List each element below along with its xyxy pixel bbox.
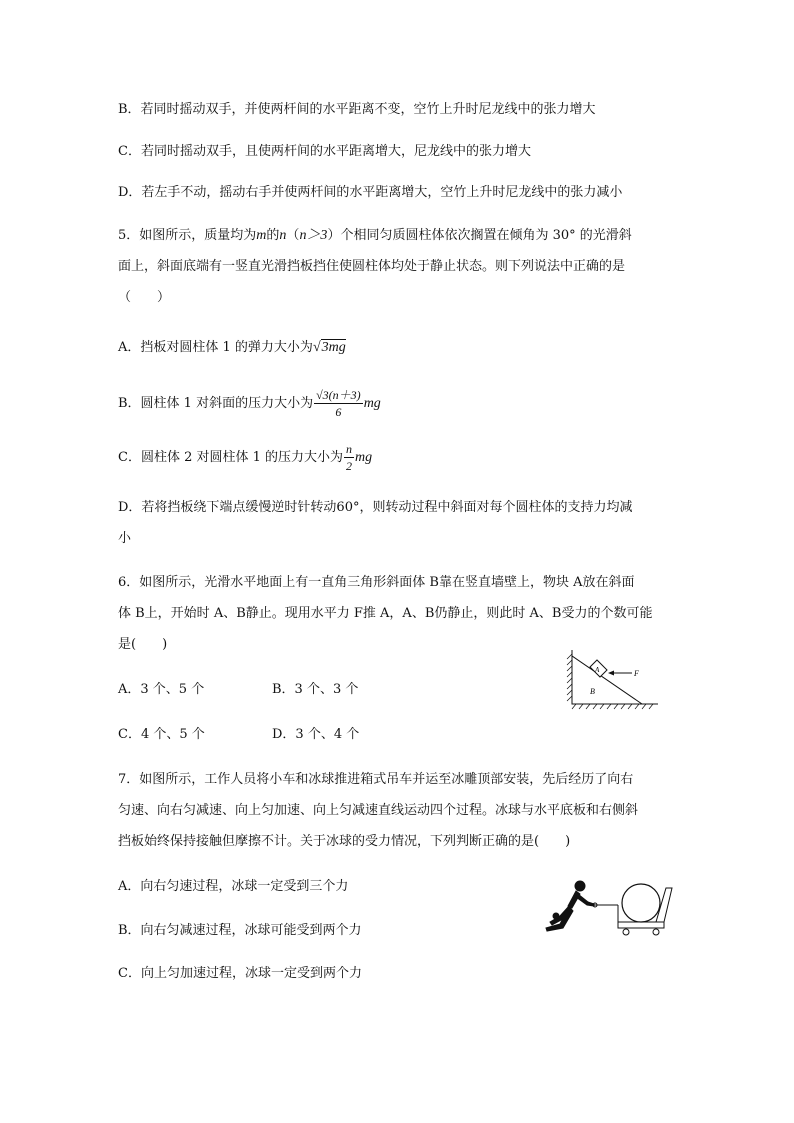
q7-stem-line1: 7．如图所示，工作人员将小车和冰球推进箱式吊车并运至冰雕顶部安装，先后经历了向右 bbox=[118, 772, 634, 787]
q6-stem-line3: 是( ) bbox=[118, 637, 168, 652]
q4-option-d: D．若左手不动，摇动右手并使两杆间的水平距离增大，空竹上升时尼龙线中的张力减小 bbox=[118, 185, 623, 200]
q5-option-d-line1: D．若将挡板绕下端点缓慢逆时针转动60°，则转动过程中斜面对每个圆柱体的支持力均减 bbox=[118, 500, 633, 515]
q6-option-a: A．3 个、5 个 bbox=[118, 682, 205, 697]
q7-stem-line3: 挡板始终保持接触但摩擦不计。关于冰球的受力情况，下列判断正确的是( ) bbox=[118, 834, 571, 849]
label-b: B bbox=[590, 687, 595, 696]
label-f: F bbox=[634, 669, 639, 678]
q4-option-c: C．若同时摇动双手，且使两杆间的水平距离增大，尼龙线中的张力增大 bbox=[118, 144, 531, 159]
q5-stem-line3: （ ） bbox=[118, 290, 171, 305]
q7-cart-figure bbox=[538, 872, 678, 938]
q6-stem-line2: 体 B上，开始时 A、B静止。现用水平力 F推 A，A、B仍静止，则此时 A、B受力的个数可能 bbox=[118, 606, 653, 621]
q6-stem-line1: 6．如图所示，光滑水平地面上有一直角三角形斜面体 B靠在竖直墙壁上，物块 A放在斜面 bbox=[118, 575, 635, 590]
person-pushing-icon bbox=[546, 881, 594, 931]
q5-stem-line1: 5．如图所示，质量均为m的n（n＞3）个相同匀质圆柱体依次搁置在倾角为 30° 的光滑斜 bbox=[118, 228, 632, 243]
q7-option-a: A．向右匀速过程，冰球一定受到三个力 bbox=[118, 879, 349, 894]
fraction: $\frac{n}{2}$ bbox=[346, 442, 353, 473]
q5-option-d-line2: 小 bbox=[118, 531, 132, 546]
q5-option-b: B．圆柱体 1 对斜面的压力大小为 $\frac{√3(n+3)}{6}$ mg bbox=[118, 388, 381, 419]
q6-option-c: C．4 个、5 个 bbox=[118, 727, 205, 742]
q7-stem-line2: 匀速、向右匀减速、向上匀加速、向上匀减速直线运动四个过程。冰球与水平底板和右侧斜 bbox=[118, 803, 639, 818]
q6-incline-figure bbox=[560, 648, 664, 710]
var-m: m bbox=[256, 228, 267, 243]
var-n: n bbox=[279, 228, 287, 243]
q7-option-b: B．向右匀减速过程，冰球可能受到两个力 bbox=[118, 923, 362, 938]
q6-option-b: B．3 个、3 个 bbox=[272, 682, 359, 697]
q5-option-c: C．圆柱体 2 对圆柱体 1 的压力大小为 $\frac{n}{2}$ mg bbox=[118, 442, 373, 473]
sqrt-expression: 3mg bbox=[321, 340, 346, 355]
q4-option-b: B．若同时摇动双手，并使两杆间的水平距离不变，空竹上升时尼龙线中的张力增大 bbox=[118, 102, 596, 117]
q5-stem-line2: 面上，斜面底端有一竖直光滑挡板挡住使圆柱体均处于静止状态。则下列说法中正确的是 bbox=[118, 259, 626, 274]
q6-option-d: D．3 个、4 个 bbox=[272, 727, 360, 742]
q7-option-c: C．向上匀加速过程，冰球一定受到两个力 bbox=[118, 966, 362, 981]
ice-ball bbox=[622, 884, 660, 922]
condition: n＞3 bbox=[299, 228, 328, 243]
fraction: $\frac{√3(n+3)}{6}$ bbox=[316, 388, 361, 419]
label-a: A bbox=[595, 666, 600, 674]
q5-option-a: A．挡板对圆柱体 1 的弹力大小为√3mg bbox=[118, 340, 346, 355]
